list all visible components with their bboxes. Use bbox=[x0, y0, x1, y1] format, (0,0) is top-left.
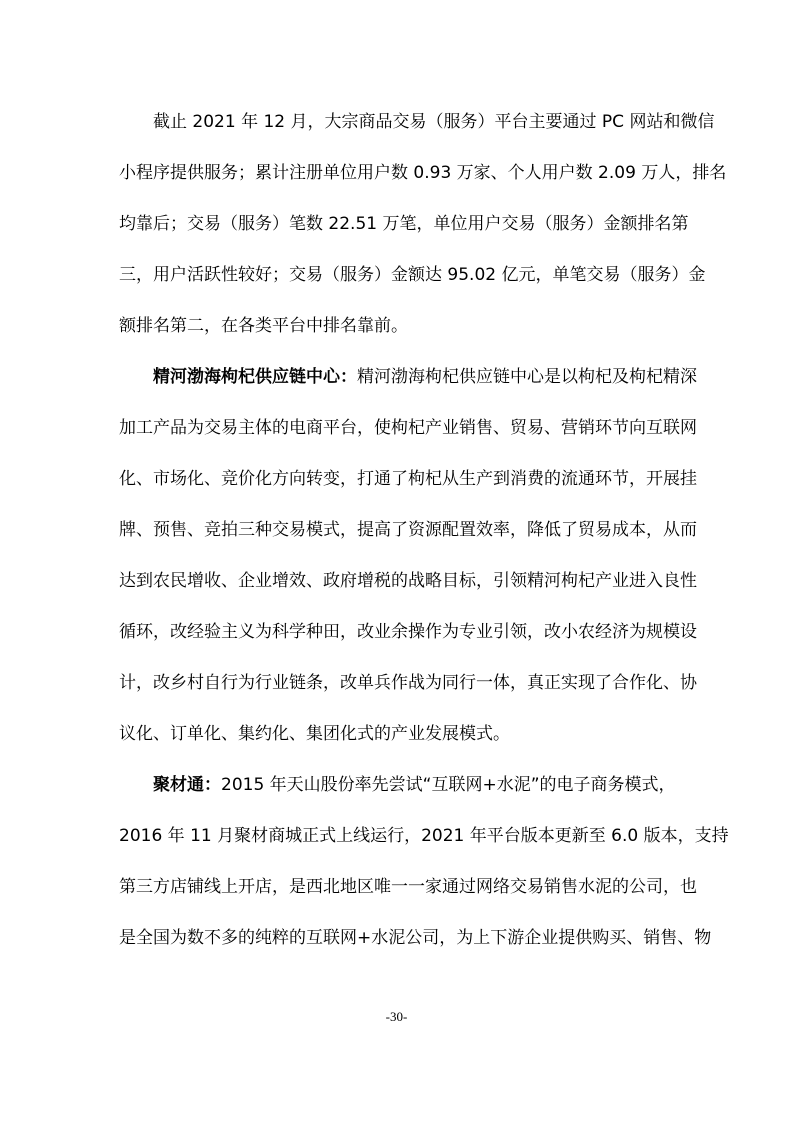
paragraph-2-line-4: 牌、预售、竞拍三种交易模式，提高了资源配置效率，降低了贸易成本，从而 bbox=[119, 520, 697, 540]
paragraph-3-line-1-text: 2015 年天山股份率先尝试“互联网+水泥”的电子商务模式， bbox=[221, 775, 676, 795]
paragraph-2-line-3: 化、市场化、竞价化方向转变，打通了枸杞从生产到消费的流通环节，开展挂 bbox=[119, 469, 697, 489]
paragraph-1-line-5: 额排名第二，在各类平台中排名靠前。 bbox=[119, 316, 408, 336]
paragraph-3-line-2: 2016 年 11 月聚材商城正式上线运行，2021 年平台版本更新至 6.0 版本，支持 bbox=[119, 826, 729, 846]
paragraph-3-line-4: 是全国为数不多的纯粹的互联网+水泥公司，为上下游企业提供购买、销售、物 bbox=[119, 928, 712, 948]
paragraph-1-line-1: 截止 2021 年 12 月，大宗商品交易（服务）平台主要通过 PC 网站和微信 bbox=[153, 112, 715, 132]
paragraph-2-line-2: 加工产品为交易主体的电商平台，使枸杞产业销售、贸易、营销环节向互联网 bbox=[119, 418, 697, 438]
paragraph-2-line-1-text: 精河渤海枸杞供应链中心是以枸杞及枸杞精深 bbox=[357, 367, 697, 387]
page-number: -30- bbox=[385, 1009, 408, 1024]
paragraph-1-line-2: 小程序提供服务；累计注册单位用户数 0.93 万家、个人用户数 2.09 万人，排名 bbox=[119, 163, 727, 183]
paragraph-2-heading: 精河渤海枸杞供应链中心： bbox=[153, 367, 357, 387]
paragraph-3-line-3: 第三方店铺线上开店，是西北地区唯一一家通过网络交易销售水泥的公司，也 bbox=[119, 877, 697, 897]
paragraph-1-line-3: 均靠后；交易（服务）笔数 22.51 万笔，单位用户交易（服务）金额排名第 bbox=[119, 214, 689, 234]
paragraph-2-line-6: 循环，改经验主义为科学种田，改业余操作为专业引领，改小农经济为规模设 bbox=[119, 622, 697, 642]
paragraph-3-line-1 bbox=[153, 775, 679, 795]
paragraph-1-line-4: 三，用户活跃性较好；交易（服务）金额达 95.02 亿元，单笔交易（服务）金 bbox=[119, 265, 706, 285]
paragraph-2-line-8: 议化、订单化、集约化、集团化式的产业发展模式。 bbox=[119, 724, 510, 744]
paragraph-2-line-5: 达到农民增收、企业增效、政府增税的战略目标，引领精河枸杞产业进入良性 bbox=[119, 571, 697, 591]
paragraph-2-line-1 bbox=[153, 367, 697, 387]
paragraph-3-heading: 聚材通： bbox=[153, 775, 221, 795]
paragraph-2-line-7: 计，改乡村自行为行业链条，改单兵作战为同行一体，真正实现了合作化、协 bbox=[119, 673, 697, 693]
